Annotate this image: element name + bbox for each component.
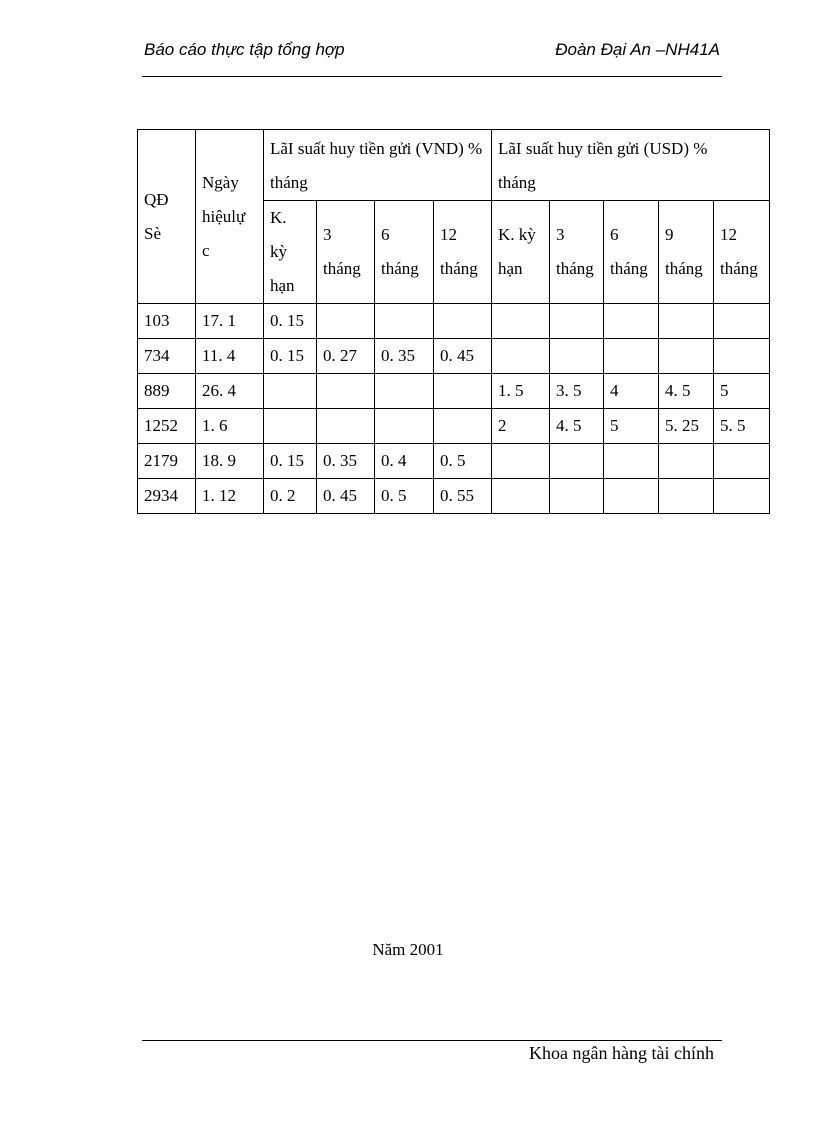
table-row <box>138 339 770 374</box>
table-cell <box>375 409 434 444</box>
table-cell <box>434 304 492 339</box>
vnd-term-header: K. kỳ hạn <box>264 201 317 304</box>
usd-group-header: LãI suất huy tiền gửi (USD) % tháng <box>492 130 770 201</box>
header-author: Đoàn Đại An –NH41A <box>555 40 720 59</box>
usd-term-header: 3 tháng <box>550 201 604 304</box>
table-header-row <box>138 130 770 201</box>
footer-divider <box>142 1040 722 1041</box>
table-cell <box>492 339 550 374</box>
table-cell: 2934 <box>138 479 196 514</box>
header-title: Báo cáo thực tập tổng hợp <box>144 40 345 59</box>
table-cell <box>375 304 434 339</box>
usd-term-header: 9 tháng <box>659 201 714 304</box>
table-cell <box>659 444 714 479</box>
table-row <box>138 374 770 409</box>
table-cell: 4. 5 <box>659 374 714 409</box>
table-cell: 1. 6 <box>196 409 264 444</box>
table-cell <box>550 479 604 514</box>
table-cell: 17. 1 <box>196 304 264 339</box>
table-cell: 5 <box>714 374 770 409</box>
table-cell <box>659 479 714 514</box>
table-cell <box>317 409 375 444</box>
table-cell <box>317 374 375 409</box>
table-cell: 1. 5 <box>492 374 550 409</box>
table-cell <box>604 479 659 514</box>
table-cell: 2179 <box>138 444 196 479</box>
table-cell: 11. 4 <box>196 339 264 374</box>
table-cell: 2 <box>492 409 550 444</box>
table-cell <box>714 444 770 479</box>
table-cell <box>604 339 659 374</box>
table-cell: 103 <box>138 304 196 339</box>
table-cell: 0. 15 <box>264 339 317 374</box>
table-cell <box>264 374 317 409</box>
table-cell: 0. 5 <box>375 479 434 514</box>
table-cell: 889 <box>138 374 196 409</box>
table-cell <box>434 409 492 444</box>
usd-term-header: 12 tháng <box>714 201 770 304</box>
table-cell <box>492 479 550 514</box>
usd-term-header: 6 tháng <box>604 201 659 304</box>
table-cell <box>714 339 770 374</box>
table-cell: 0. 35 <box>375 339 434 374</box>
table-cell: 0. 45 <box>317 479 375 514</box>
col-qd-header: QĐ Sè <box>138 130 196 304</box>
table-cell <box>550 444 604 479</box>
footer-department: Khoa ngân hàng tài chính <box>529 1043 714 1063</box>
table-cell: 4. 5 <box>550 409 604 444</box>
table-cell: 0. 15 <box>264 444 317 479</box>
usd-term-header: K. kỳ hạn <box>492 201 550 304</box>
table-cell: 5. 5 <box>714 409 770 444</box>
vnd-group-header: LãI suất huy tiền gửi (VND) % tháng <box>264 130 492 201</box>
table-cell <box>604 444 659 479</box>
table-cell <box>714 304 770 339</box>
table-cell <box>492 304 550 339</box>
table-cell <box>659 339 714 374</box>
table-cell: 4 <box>604 374 659 409</box>
table-row <box>138 409 770 444</box>
vnd-term-header: 12 tháng <box>434 201 492 304</box>
header-divider <box>142 76 722 77</box>
table-cell <box>492 444 550 479</box>
table-cell: 734 <box>138 339 196 374</box>
table-cell: 0. 45 <box>434 339 492 374</box>
table-cell: 0. 35 <box>317 444 375 479</box>
table-cell: 0. 55 <box>434 479 492 514</box>
table-row <box>138 444 770 479</box>
table-row <box>138 304 770 339</box>
table-cell: 0. 27 <box>317 339 375 374</box>
table-cell: 1. 12 <box>196 479 264 514</box>
table-cell: 0. 4 <box>375 444 434 479</box>
table-cell: 5. 25 <box>659 409 714 444</box>
table-cell: 0. 5 <box>434 444 492 479</box>
report-year: Năm 2001 <box>372 940 444 959</box>
table-cell <box>375 374 434 409</box>
vnd-term-header: 6 tháng <box>375 201 434 304</box>
table-cell <box>550 339 604 374</box>
table-cell: 26. 4 <box>196 374 264 409</box>
table-cell: 3. 5 <box>550 374 604 409</box>
interest-rate-table <box>137 129 770 514</box>
table-row <box>138 479 770 514</box>
table-cell: 0. 2 <box>264 479 317 514</box>
table-cell <box>550 304 604 339</box>
table-cell: 18. 9 <box>196 444 264 479</box>
table-cell: 5 <box>604 409 659 444</box>
table-cell <box>604 304 659 339</box>
table-cell: 1252 <box>138 409 196 444</box>
table-cell <box>714 479 770 514</box>
col-date-header: Ngày hiệulự c <box>196 130 264 304</box>
table-cell <box>659 304 714 339</box>
table-cell: 0. 15 <box>264 304 317 339</box>
vnd-term-header: 3 tháng <box>317 201 375 304</box>
table-cell <box>264 409 317 444</box>
table-cell <box>317 304 375 339</box>
table-cell <box>434 374 492 409</box>
